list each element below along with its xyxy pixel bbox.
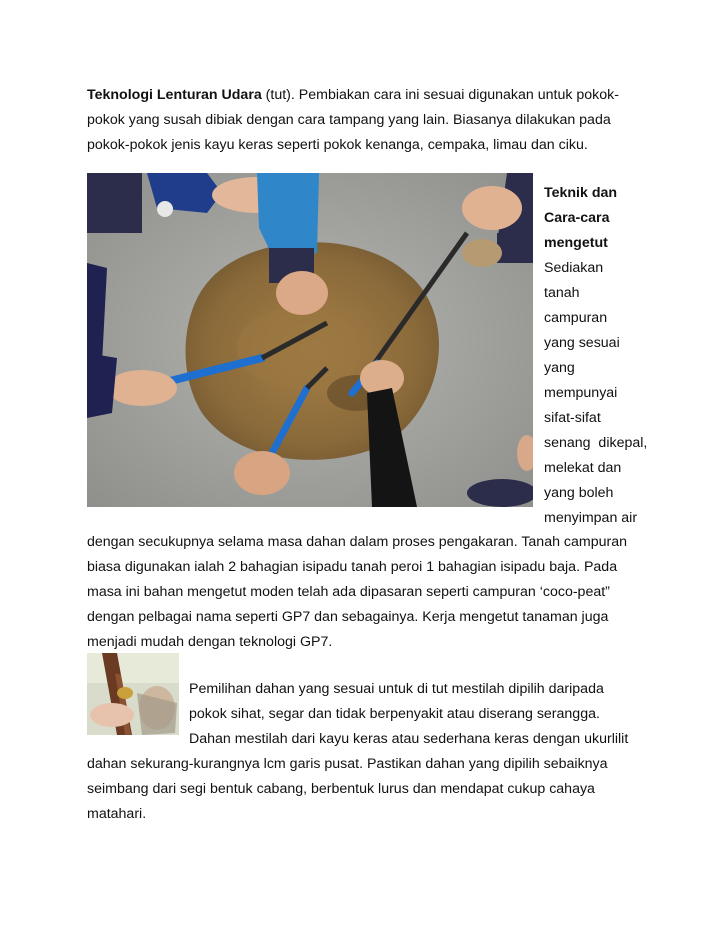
intro-title: Teknologi Lenturan Udara <box>87 87 262 103</box>
side-line-4: yang sesuai <box>544 335 620 351</box>
section-line-1: dengan secukupnya selama masa dahan dalam proses pengakaran. Tanah campuran <box>87 534 628 550</box>
side-line-6: mempunyai <box>544 385 618 401</box>
soil-mixing-photo <box>87 173 533 507</box>
side-line-8: senang dikepal, <box>544 435 648 451</box>
section-line-3: masa ini bahan mengetut moden telah ada dipasaran seperti campuran ‘coco-peat” <box>87 584 610 600</box>
intro-line-2: pokok yang susah dibiak dengan cara tampang yang lain. Biasanya dilakukan pada <box>87 112 611 128</box>
section-heading-line-2: Cara-cara <box>544 210 610 226</box>
side-line-11: menyimpan air <box>544 510 638 526</box>
side-line-10: yang boleh <box>544 485 614 501</box>
intro-line-1-text: (tut). Pembiakan cara ini sesuai digunakan untuk pokok- <box>261 87 619 103</box>
side-line-3: campuran <box>544 310 608 326</box>
intro-line-3: pokok-pokok jenis kayu keras seperti pokok kenanga, cempaka, limau dan ciku. <box>87 137 588 153</box>
selection-line-6: matahari. <box>87 806 147 822</box>
section-line-5: menjadi mudah dengan teknologi GP7. <box>87 634 333 650</box>
selection-line-1: Pemilihan dahan yang sesuai untuk di tut mestilah dipilih daripada <box>189 681 604 697</box>
selection-line-2: pokok sihat, segar dan tidak berpenyakit atau diserang serangga. <box>189 706 600 722</box>
section-heading-line-3: mengetut <box>544 235 608 251</box>
section-heading-line-1: Teknik dan <box>544 185 618 201</box>
branch-photo <box>87 653 179 735</box>
side-line-7: sifat-sifat <box>544 410 601 426</box>
selection-line-3: Dahan mestilah dari kayu keras atau sederhana keras dengan ukurlilit <box>189 731 629 747</box>
section-line-2: biasa digunakan ialah 2 bahagian isipadu tanah peroi 1 bahagian isipadu baja. Pada <box>87 559 618 575</box>
selection-line-5: seimbang dari segi bentuk cabang, berbentuk lurus dan mendapat cukup cahaya <box>87 781 595 797</box>
side-line-9: melekat dan <box>544 460 622 476</box>
selection-line-4: dahan sekurang-kurangnya lcm garis pusat. Pastikan dahan yang dipilih sebaiknya <box>87 756 608 772</box>
branch-illustration <box>87 653 179 735</box>
section-line-4: dengan pelbagai nama seperti GP7 dan sebagainya. Kerja mengetut tanaman juga <box>87 609 609 625</box>
side-line-5: yang <box>544 360 575 376</box>
side-line-2: tanah <box>544 285 580 301</box>
soil-mixing-illustration <box>87 173 533 507</box>
side-line-1: Sediakan <box>544 260 604 276</box>
intro-line-1 <box>87 86 619 104</box>
